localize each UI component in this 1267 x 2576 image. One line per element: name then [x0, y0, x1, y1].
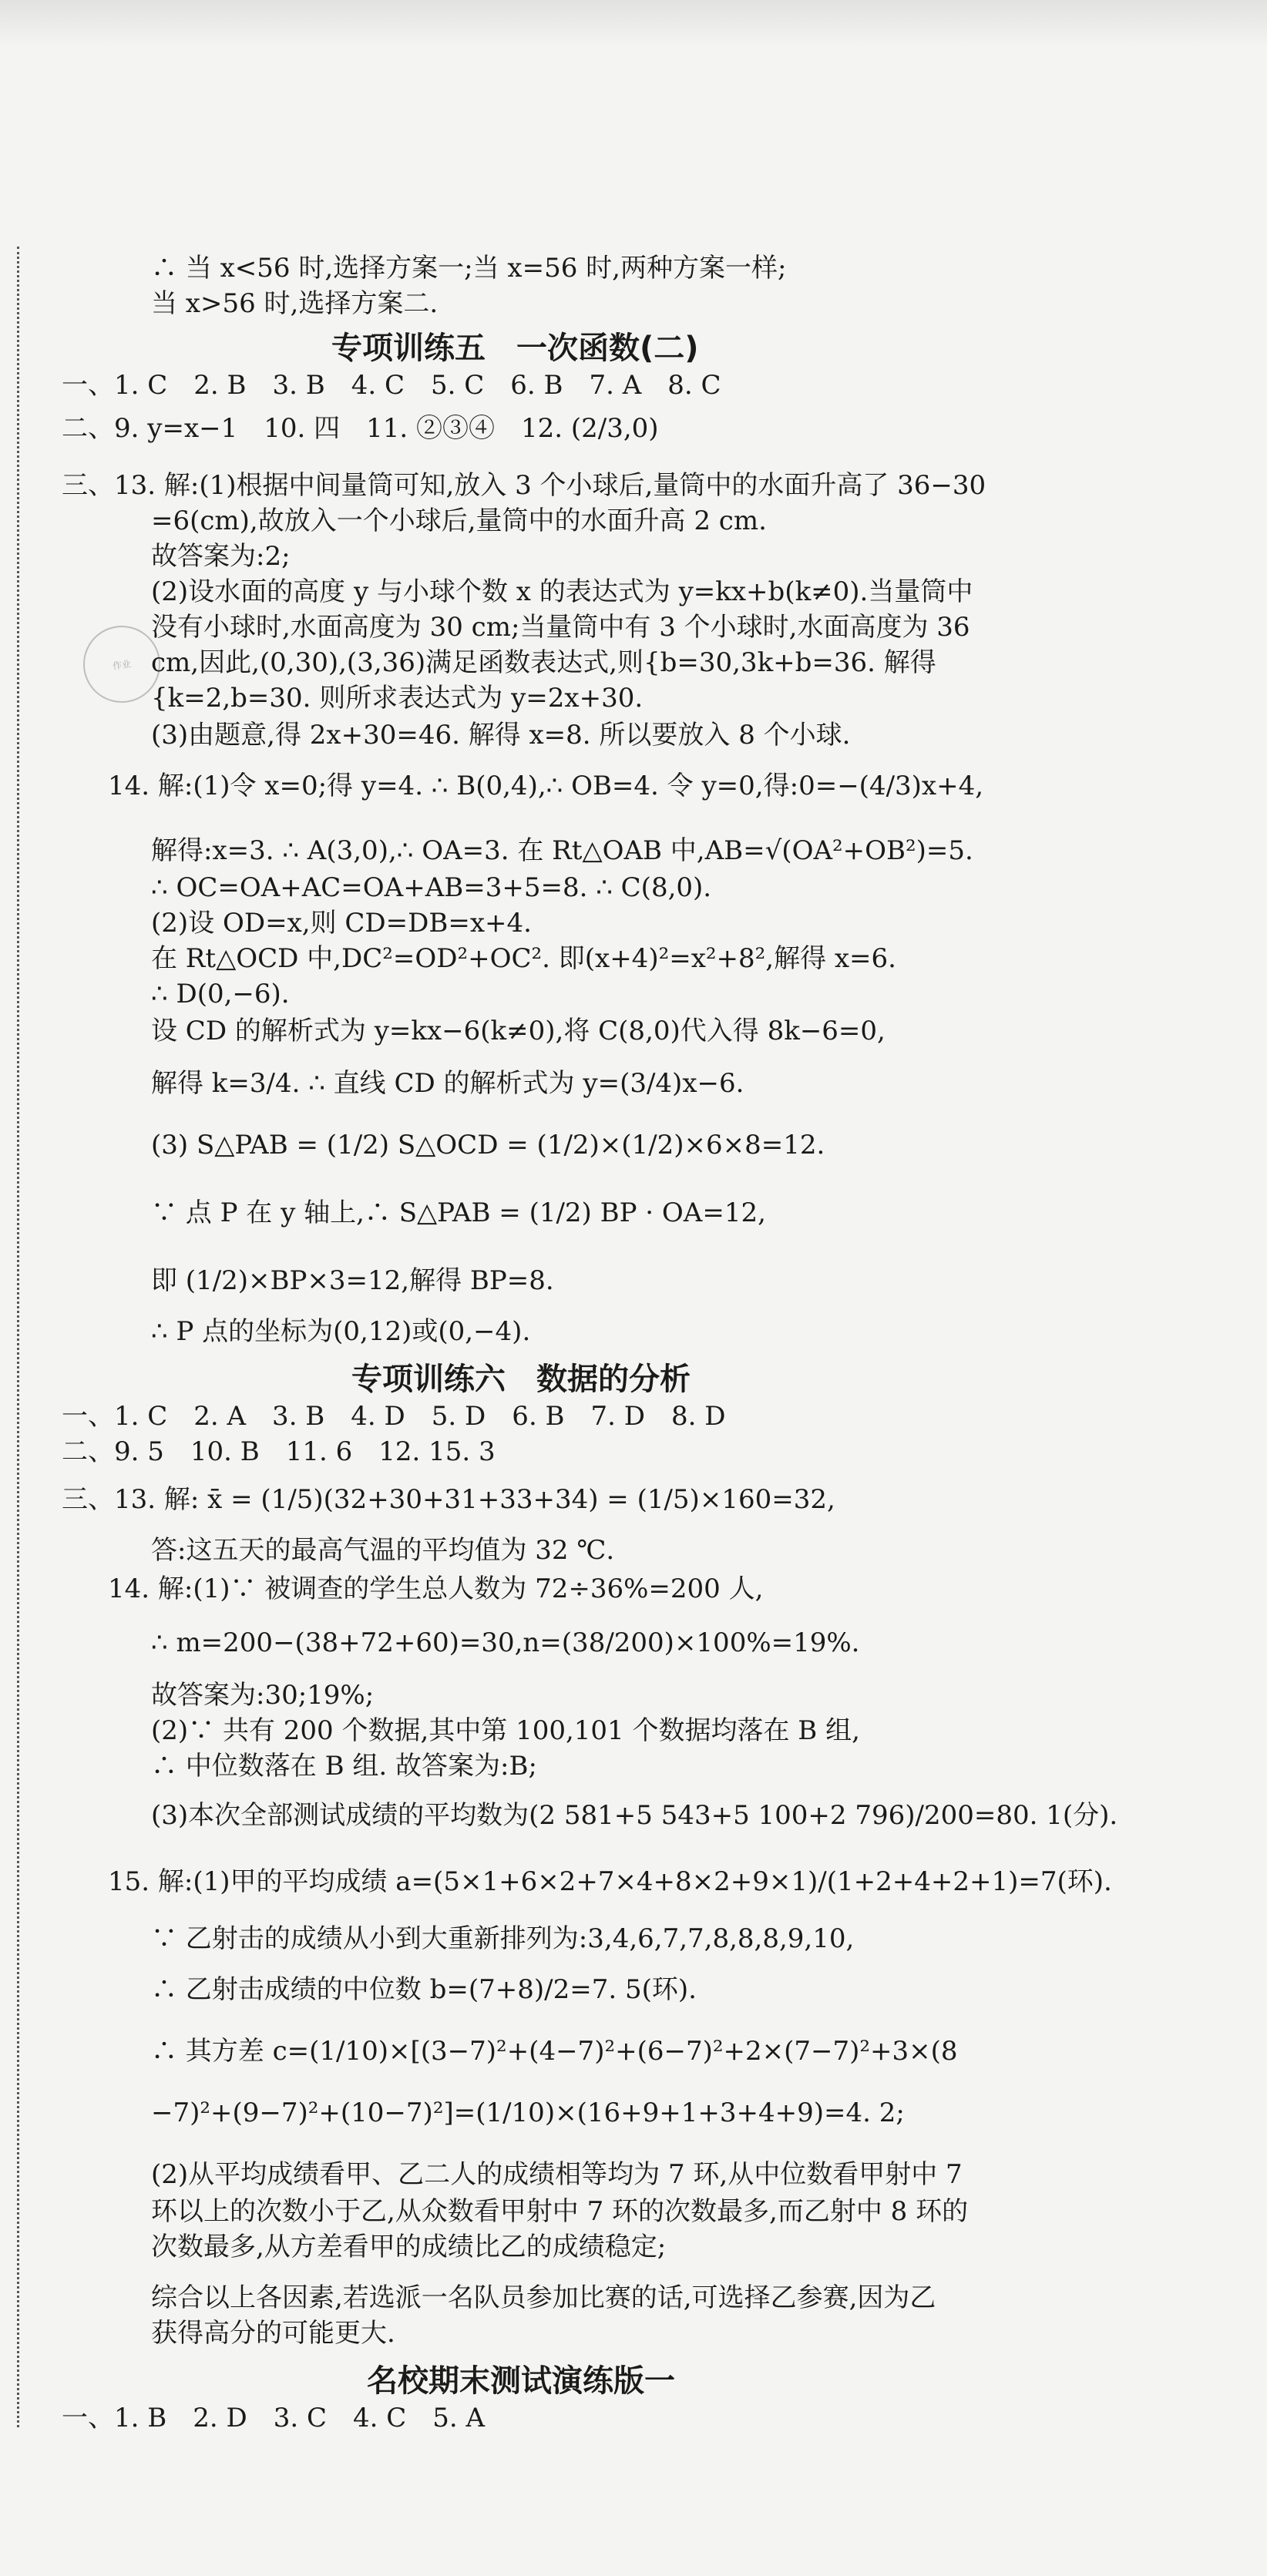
text-line: 答:这五天的最高气温的平均值为 32 ℃.	[151, 1535, 615, 1566]
text-line: ∴ D(0,−6).	[151, 979, 290, 1009]
text-line: 三、13. 解: x̄ = (1/5)(32+30+31+33+34) = (1/5)×160=32,	[62, 1484, 835, 1515]
text-line: ∵ 点 P 在 y 轴上,∴ S△PAB = (1/2) BP · OA=12,	[151, 1197, 766, 1228]
text-line: 14. 解:(1)令 x=0;得 y=4. ∴ B(0,4),∴ OB=4. 令 y=0,得:0=−(4/3)x+4,	[108, 771, 984, 801]
text-line: 二、9. 5 10. B 11. 6 12. 15. 3	[62, 1436, 496, 1467]
text-line: ∴ m=200−(38+72+60)=30,n=(38/200)×100%=19%.	[151, 1627, 860, 1658]
text-line: (3)本次全部测试成绩的平均数为(2 581+5 543+5 100+2 796)/200=80. 1(分).	[151, 1800, 1118, 1831]
text-line: ∴ OC=OA+AC=OA+AB=3+5=8. ∴ C(8,0).	[151, 872, 712, 903]
text-line: 解得 k=3/4. ∴ 直线 CD 的解析式为 y=(3/4)x−6.	[151, 1068, 744, 1099]
text-line: −7)²+(9−7)²+(10−7)²]=(1/10)×(16+9+1+3+4+9)=4. 2;	[151, 2097, 905, 2128]
text-line: ∴ 其方差 c=(1/10)×[(3−7)²+(4−7)²+(6−7)²+2×(7−7)²+3×(8	[151, 2036, 958, 2067]
text-line: 一、1. B 2. D 3. C 4. C 5. A	[62, 2403, 486, 2433]
text-line: 当 x>56 时,选择方案二.	[151, 288, 439, 319]
text-line: (2)设水面的高度 y 与小球个数 x 的表达式为 y=kx+b(k≠0).当量筒中	[151, 576, 973, 607]
text-line: ∴ 乙射击成绩的中位数 b=(7+8)/2=7. 5(环).	[151, 1974, 697, 2005]
text-line: (3) S△PAB = (1/2) S△OCD = (1/2)×(1/2)×6×8=12.	[151, 1130, 825, 1160]
text-line: 14. 解:(1)∵ 被调查的学生总人数为 72÷36%=200 人,	[108, 1573, 764, 1604]
text-line: 15. 解:(1)甲的平均成绩 a=(5×1+6×2+7×4+8×2+9×1)/(1+2+4+2+1)=7(环).	[108, 1866, 1112, 1897]
text-line: 一、1. C 2. A 3. B 4. D 5. D 6. B 7. D 8. D	[62, 1401, 726, 1432]
text-line: ∴ 中位数落在 B 组. 故答案为:B;	[151, 1751, 537, 1782]
scan-shade	[0, 0, 1267, 46]
homework-stamp: 作业	[79, 621, 166, 708]
text-line: (2)∵ 共有 200 个数据,其中第 100,101 个数据均落在 B 组,	[151, 1715, 860, 1746]
text-line: (2)设 OD=x,则 CD=DB=x+4.	[151, 908, 532, 939]
text-line: 解得:x=3. ∴ A(3,0),∴ OA=3. 在 Rt△OAB 中,AB=√(OA²+OB²)=5.	[151, 835, 973, 866]
section-title: 专项训练六 数据的分析	[351, 1362, 691, 1397]
text-line: 综合以上各因素,若选派一名队员参加比赛的话,可选择乙参赛,因为乙	[151, 2282, 936, 2313]
text-line: (2)从平均成绩看甲、乙二人的成绩相等均为 7 环,从中位数看甲射中 7	[151, 2159, 963, 2190]
text-line: 故答案为:2;	[151, 541, 291, 572]
text-line: ∴ P 点的坐标为(0,12)或(0,−4).	[151, 1316, 531, 1347]
text-line: ∴ 当 x<56 时,选择方案一;当 x=56 时,两种方案一样;	[151, 253, 787, 284]
text-line: =6(cm),故放入一个小球后,量筒中的水面升高 2 cm.	[151, 505, 767, 536]
binding-margin-line	[17, 247, 19, 2427]
text-line: {k=2,b=30. 则所求表达式为 y=2x+30.	[151, 683, 644, 714]
text-line: 没有小球时,水面高度为 30 cm;当量筒中有 3 个小球时,水面高度为 36	[151, 612, 970, 643]
text-line: 三、13. 解:(1)根据中间量筒可知,放入 3 个小球后,量筒中的水面升高了 36−30	[62, 470, 986, 501]
text-line: 一、1. C 2. B 3. B 4. C 5. C 6. B 7. A 8. C	[62, 370, 721, 401]
text-line: 获得高分的可能更大.	[151, 2318, 395, 2349]
text-line: 设 CD 的解析式为 y=kx−6(k≠0),将 C(8,0)代入得 8k−6=0,	[151, 1016, 886, 1046]
text-line: (3)由题意,得 2x+30=46. 解得 x=8. 所以要放入 8 个小球.	[151, 720, 851, 751]
text-line: 故答案为:30;19%;	[151, 1680, 375, 1711]
text-line: 即 (1/2)×BP×3=12,解得 BP=8.	[151, 1265, 554, 1296]
text-line: 环以上的次数小于乙,从众数看甲射中 7 环的次数最多,而乙射中 8 环的	[151, 2196, 969, 2227]
text-line: 次数最多,从方差看甲的成绩比乙的成绩稳定;	[151, 2232, 667, 2262]
section-title: 专项训练五 一次函数(二)	[331, 331, 699, 366]
text-line: cm,因此,(0,30),(3,36)满足函数表达式,则{b=30,3k+b=36. 解得	[151, 647, 936, 678]
section-title: 名校期末测试演练版一	[367, 2363, 675, 2399]
text-line: 在 Rt△OCD 中,DC²=OD²+OC². 即(x+4)²=x²+8²,解得 x=6.	[151, 943, 896, 974]
text-line: ∵ 乙射击的成绩从小到大重新排列为:3,4,6,7,7,8,8,8,9,10,	[151, 1923, 855, 1954]
text-line: 二、9. y=x−1 10. 四 11. ②③④ 12. (2/3,0)	[62, 413, 659, 444]
